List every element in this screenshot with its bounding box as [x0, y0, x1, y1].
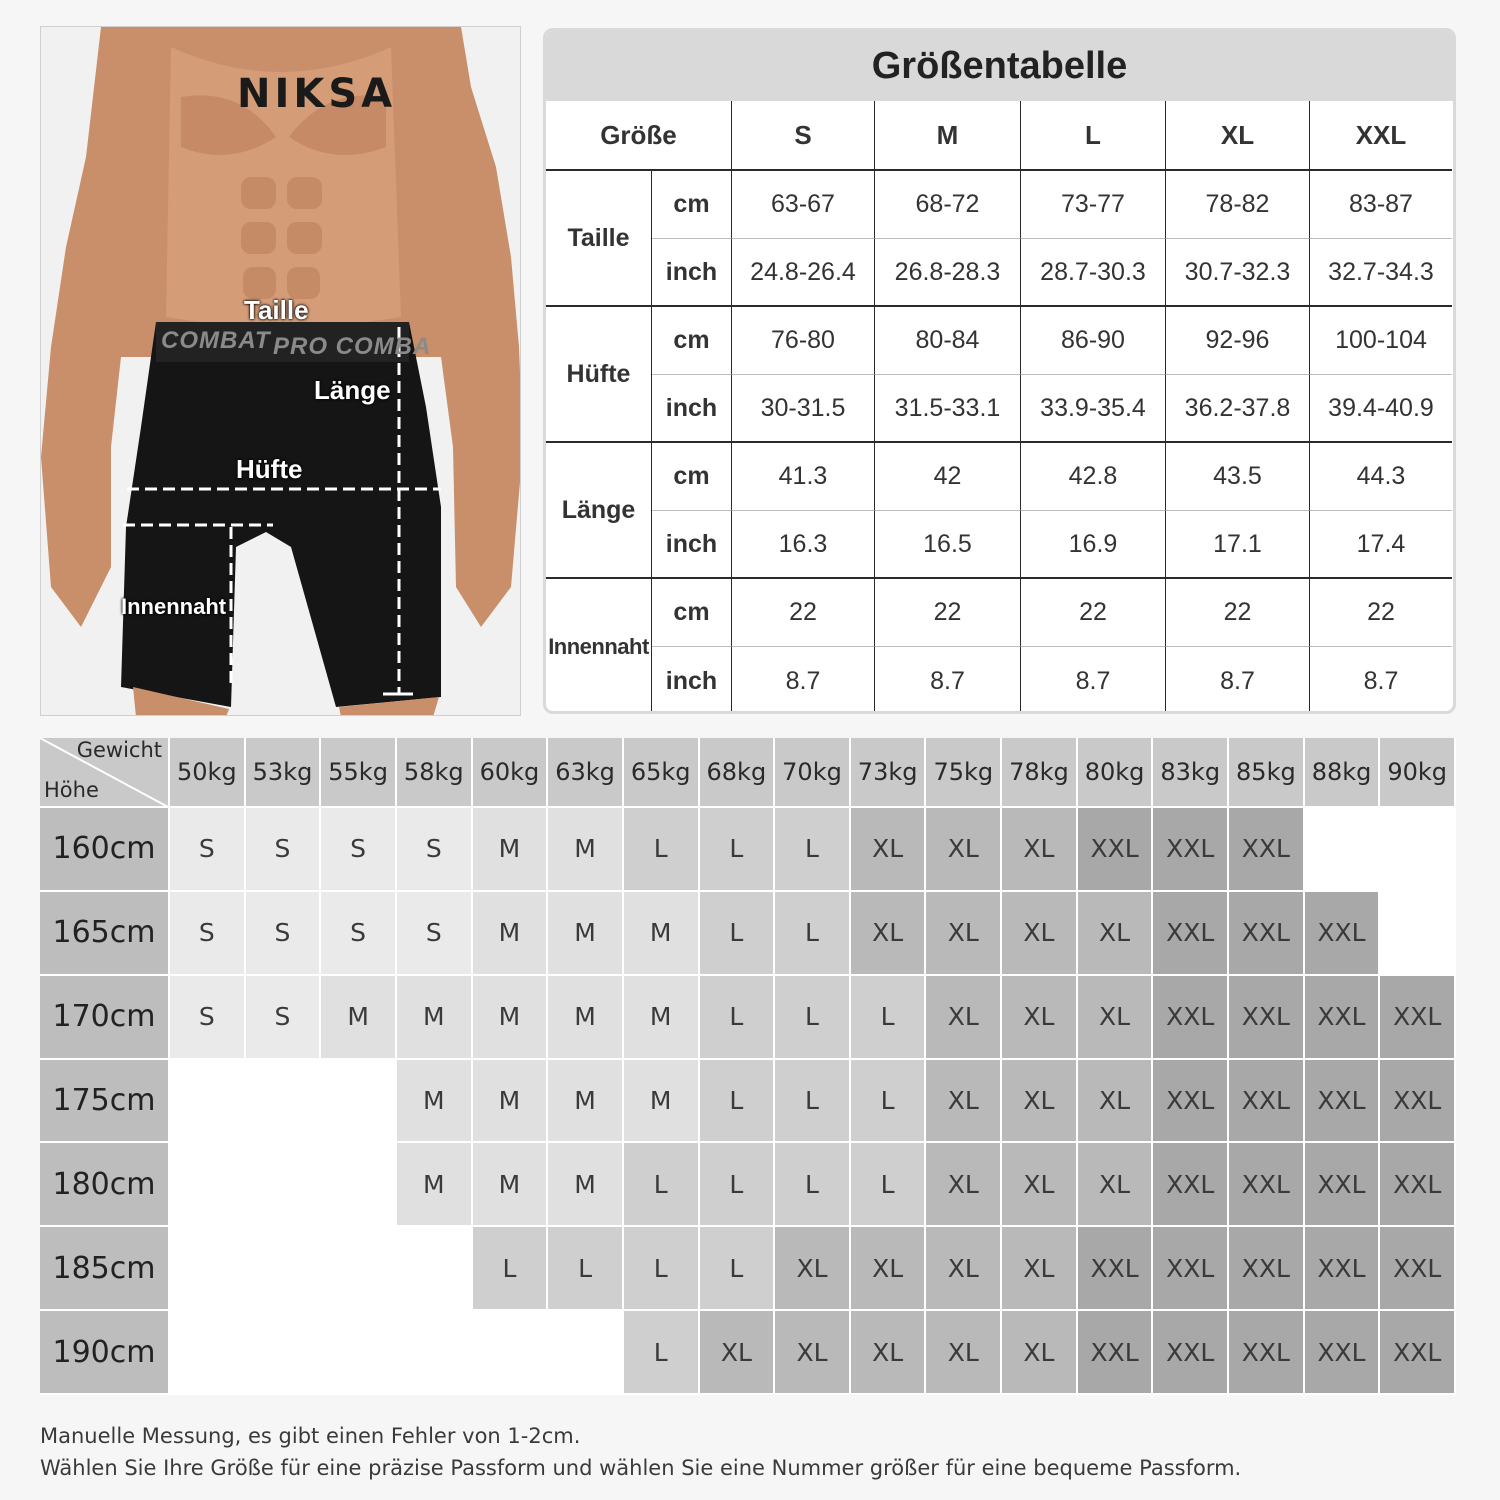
size-recommendation-cell: XXL — [1153, 1143, 1229, 1227]
size-recommendation-cell: M — [624, 892, 700, 976]
size-recommendation-cell: M — [548, 1143, 624, 1227]
group-label-laenge: Länge — [546, 443, 652, 579]
size-header: Größe — [546, 101, 732, 171]
size-recommendation-cell — [246, 1227, 322, 1311]
size-recommendation-cell: L — [700, 808, 776, 892]
size-recommendation-cell: XXL — [1078, 808, 1154, 892]
size-value: 44.3 — [1310, 443, 1452, 511]
size-recommendation-cell: XXL — [1229, 1060, 1305, 1144]
size-recommendation-cell: XXL — [1078, 1311, 1154, 1395]
size-recommendation-cell: XL — [926, 1311, 1002, 1395]
weight-col-header: 53kg — [246, 738, 322, 808]
unit-label: cm — [652, 307, 732, 375]
size-value: 83-87 — [1310, 171, 1452, 239]
size-recommendation-cell: M — [548, 1060, 624, 1144]
size-recommendation-cell: S — [246, 808, 322, 892]
size-recommendation-cell: XXL — [1153, 892, 1229, 976]
size-recommendation-cell: XL — [1002, 808, 1078, 892]
weight-col-header: 68kg — [700, 738, 776, 808]
size-recommendation-cell: XXL — [1380, 976, 1456, 1060]
size-recommendation-cell: L — [624, 808, 700, 892]
weight-col-header: 83kg — [1153, 738, 1229, 808]
size-recommendation-cell: L — [700, 1060, 776, 1144]
size-value: 78-82 — [1166, 171, 1310, 239]
size-col-header: L — [1021, 101, 1166, 171]
size-recommendation-cell: XXL — [1305, 1143, 1381, 1227]
size-recommendation-cell: L — [473, 1227, 549, 1311]
size-recommendation-cell: XXL — [1305, 1227, 1381, 1311]
size-recommendation-cell — [246, 1311, 322, 1395]
size-value: 30.7-32.3 — [1166, 239, 1310, 307]
weight-col-header: 75kg — [926, 738, 1002, 808]
unit-label: inch — [652, 511, 732, 579]
size-value: 16.3 — [732, 511, 875, 579]
size-recommendation-cell: XL — [926, 808, 1002, 892]
size-value: 16.9 — [1021, 511, 1166, 579]
size-recommendation-cell — [321, 1311, 397, 1395]
weight-col-header: 58kg — [397, 738, 473, 808]
size-recommendation-cell: XL — [1078, 892, 1154, 976]
size-recommendation-cell: M — [397, 1143, 473, 1227]
size-recommendation-cell: M — [473, 808, 549, 892]
size-recommendation-cell: S — [170, 808, 246, 892]
size-value: 63-67 — [732, 171, 875, 239]
group-label-taille: Taille — [546, 171, 652, 307]
size-recommendation-cell: L — [624, 1311, 700, 1395]
waistband-text-right: PRO COMBA — [273, 333, 432, 360]
size-recommendation-cell: XXL — [1078, 1227, 1154, 1311]
size-recommendation-cell: L — [851, 976, 927, 1060]
size-recommendation-cell: XXL — [1229, 892, 1305, 976]
weight-col-header: 55kg — [321, 738, 397, 808]
size-value: 42.8 — [1021, 443, 1166, 511]
size-recommendation-cell — [170, 1311, 246, 1395]
corner-height-label: Höhe — [44, 778, 99, 802]
size-recommendation-cell: L — [775, 892, 851, 976]
size-recommendation-cell — [321, 1227, 397, 1311]
size-value: 17.4 — [1310, 511, 1452, 579]
size-value: 41.3 — [732, 443, 875, 511]
label-innennaht: Innennaht — [121, 594, 227, 619]
size-value: 16.5 — [875, 511, 1021, 579]
size-recommendation-cell: L — [775, 1143, 851, 1227]
size-recommendation-cell: XXL — [1380, 1227, 1456, 1311]
height-row-header: 165cm — [40, 892, 170, 976]
size-recommendation-cell: XL — [1078, 976, 1154, 1060]
size-recommendation-cell: XXL — [1305, 976, 1381, 1060]
size-recommendation-cell: XL — [926, 1060, 1002, 1144]
size-recommendation-cell: L — [700, 976, 776, 1060]
size-recommendation-cell — [473, 1311, 549, 1395]
size-recommendation-cell: M — [473, 1060, 549, 1144]
size-recommendation-cell: XL — [1002, 976, 1078, 1060]
size-recommendation-cell: XL — [926, 892, 1002, 976]
size-value: 76-80 — [732, 307, 875, 375]
size-recommendation-cell: XL — [851, 808, 927, 892]
size-recommendation-cell: M — [321, 976, 397, 1060]
size-recommendation-cell: M — [624, 976, 700, 1060]
size-col-header: S — [732, 101, 875, 171]
size-value: 30-31.5 — [732, 375, 875, 443]
size-value: 22 — [875, 579, 1021, 647]
size-recommendation-cell — [246, 1060, 322, 1144]
size-recommendation-cell: XL — [775, 1311, 851, 1395]
size-recommendation-cell — [246, 1143, 322, 1227]
size-chart-grid — [546, 101, 1453, 714]
size-recommendation-cell — [548, 1311, 624, 1395]
size-recommendation-cell: XXL — [1229, 976, 1305, 1060]
size-recommendation-cell: XL — [1078, 1143, 1154, 1227]
note-line-2: Wählen Sie Ihre Größe für eine präzise Passform und wählen Sie eine Nummer größer für eine bequeme Passform. — [40, 1456, 1242, 1480]
size-recommendation-cell: S — [397, 808, 473, 892]
size-value: 24.8-26.4 — [732, 239, 875, 307]
size-value: 36.2-37.8 — [1166, 375, 1310, 443]
size-value: 22 — [1310, 579, 1452, 647]
size-recommendation-cell: XXL — [1153, 1311, 1229, 1395]
size-recommendation-cell: XXL — [1229, 1311, 1305, 1395]
size-recommendation-cell: L — [700, 892, 776, 976]
size-value: 32.7-34.3 — [1310, 239, 1452, 307]
size-recommendation-cell: XL — [926, 976, 1002, 1060]
weight-col-header: 80kg — [1078, 738, 1154, 808]
size-recommendation-cell: XXL — [1153, 976, 1229, 1060]
label-laenge: Länge — [314, 375, 391, 405]
size-value: 80-84 — [875, 307, 1021, 375]
waistband-text-left: COMBAT — [161, 327, 271, 354]
size-recommendation-cell: XL — [1002, 1060, 1078, 1144]
size-recommendation-cell: M — [548, 892, 624, 976]
size-recommendation-cell: XL — [926, 1227, 1002, 1311]
product-photo — [40, 26, 521, 716]
size-recommendation-cell: XL — [851, 1311, 927, 1395]
label-taille: Taille — [244, 295, 309, 325]
size-recommendation-cell: XXL — [1229, 1143, 1305, 1227]
size-recommendation-cell — [321, 1143, 397, 1227]
size-recommendation-cell: S — [170, 976, 246, 1060]
size-recommendation-cell: M — [397, 976, 473, 1060]
size-value: 26.8-28.3 — [875, 239, 1021, 307]
weight-col-header: 73kg — [851, 738, 927, 808]
size-recommendation-cell — [321, 1060, 397, 1144]
size-value: 86-90 — [1021, 307, 1166, 375]
group-label-innennaht: Innennaht — [546, 579, 652, 714]
size-recommendation-cell: XL — [1002, 1143, 1078, 1227]
height-row-header: 170cm — [40, 976, 170, 1060]
size-recommendation-cell: M — [473, 892, 549, 976]
size-value: 8.7 — [732, 647, 875, 714]
size-recommendation-cell: XXL — [1153, 1060, 1229, 1144]
size-recommendation-cell — [170, 1143, 246, 1227]
size-recommendation-cell: XL — [1002, 1227, 1078, 1311]
size-recommendation-cell: XXL — [1229, 1227, 1305, 1311]
size-chart — [543, 28, 1456, 714]
size-value: 43.5 — [1166, 443, 1310, 511]
size-recommendation-cell: M — [473, 976, 549, 1060]
size-recommendation-cell — [1380, 808, 1456, 892]
size-col-header: XL — [1166, 101, 1310, 171]
size-chart-title: Größentabelle — [546, 31, 1453, 101]
size-value: 39.4-40.9 — [1310, 375, 1452, 443]
size-recommendation-cell: XL — [700, 1311, 776, 1395]
model-illustration — [41, 27, 521, 716]
size-value: 28.7-30.3 — [1021, 239, 1166, 307]
weight-col-header: 50kg — [170, 738, 246, 808]
size-value: 31.5-33.1 — [875, 375, 1021, 443]
note-line-1: Manuelle Messung, es gibt einen Fehler von 1-2cm. — [40, 1424, 581, 1448]
size-recommendation-cell: XXL — [1153, 1227, 1229, 1311]
size-value: 92-96 — [1166, 307, 1310, 375]
size-recommendation-cell: S — [246, 976, 322, 1060]
height-row-header: 185cm — [40, 1227, 170, 1311]
unit-label: inch — [652, 375, 732, 443]
height-row-header: 180cm — [40, 1143, 170, 1227]
weight-col-header: 88kg — [1305, 738, 1381, 808]
size-value: 22 — [732, 579, 875, 647]
size-recommendation-cell — [170, 1227, 246, 1311]
size-recommendation-cell: S — [397, 892, 473, 976]
size-recommendation-cell: S — [321, 892, 397, 976]
size-recommendation-cell: XL — [1078, 1060, 1154, 1144]
size-recommendation-cell: XL — [1002, 892, 1078, 976]
size-recommendation-cell: L — [851, 1143, 927, 1227]
unit-label: inch — [652, 647, 732, 714]
weight-col-header: 85kg — [1229, 738, 1305, 808]
weight-col-header: 60kg — [473, 738, 549, 808]
size-recommendation-cell: L — [775, 1060, 851, 1144]
unit-label: cm — [652, 171, 732, 239]
size-recommendation-cell — [1305, 808, 1381, 892]
size-recommendation-cell: S — [321, 808, 397, 892]
size-recommendation-cell: L — [624, 1227, 700, 1311]
size-recommendation-cell: XXL — [1380, 1311, 1456, 1395]
size-value: 17.1 — [1166, 511, 1310, 579]
size-value: 8.7 — [1166, 647, 1310, 714]
unit-label: cm — [652, 579, 732, 647]
size-recommendation-cell: L — [624, 1143, 700, 1227]
size-recommendation-cell: M — [473, 1143, 549, 1227]
size-recommendation-cell: M — [548, 808, 624, 892]
size-recommendation-cell: XXL — [1305, 1311, 1381, 1395]
size-recommendation-cell: L — [700, 1143, 776, 1227]
size-recommendation-cell: XL — [1002, 1311, 1078, 1395]
size-recommendation-cell — [1380, 892, 1456, 976]
weight-col-header: 90kg — [1380, 738, 1456, 808]
size-recommendation-cell: XXL — [1229, 808, 1305, 892]
size-recommendation-cell: XXL — [1380, 1060, 1456, 1144]
size-recommendation-cell: XL — [775, 1227, 851, 1311]
size-value: 100-104 — [1310, 307, 1452, 375]
size-recommendation-cell: L — [700, 1227, 776, 1311]
size-col-header: M — [875, 101, 1021, 171]
size-recommendation-cell: L — [851, 1060, 927, 1144]
size-recommendation-cell: L — [775, 976, 851, 1060]
size-recommendation-cell — [397, 1311, 473, 1395]
size-value: 22 — [1166, 579, 1310, 647]
size-value: 33.9-35.4 — [1021, 375, 1166, 443]
size-recommendation-cell: XL — [926, 1143, 1002, 1227]
size-value: 22 — [1021, 579, 1166, 647]
height-row-header: 175cm — [40, 1060, 170, 1144]
weight-col-header: 63kg — [548, 738, 624, 808]
size-value: 42 — [875, 443, 1021, 511]
size-value: 73-77 — [1021, 171, 1166, 239]
height-row-header: 160cm — [40, 808, 170, 892]
weight-col-header: 65kg — [624, 738, 700, 808]
notes — [40, 1420, 1241, 1484]
size-recommendation-cell: M — [548, 976, 624, 1060]
corner-header — [40, 738, 170, 808]
size-recommendation-cell — [397, 1227, 473, 1311]
size-recommendation-cell: L — [775, 808, 851, 892]
size-recommendation-cell: XXL — [1380, 1143, 1456, 1227]
size-recommendation-cell — [170, 1060, 246, 1144]
height-row-header: 190cm — [40, 1311, 170, 1395]
size-recommendation-cell: XXL — [1153, 808, 1229, 892]
size-recommendation-cell: XXL — [1305, 892, 1381, 976]
brand-logo: NIKSA — [237, 71, 397, 117]
size-recommendation-cell: XL — [851, 892, 927, 976]
size-value: 8.7 — [875, 647, 1021, 714]
size-col-header: XXL — [1310, 101, 1452, 171]
size-value: 8.7 — [1021, 647, 1166, 714]
size-recommendation-cell: XL — [851, 1227, 927, 1311]
size-value: 8.7 — [1363, 666, 1399, 695]
weight-height-chart — [40, 738, 1456, 1395]
size-recommendation-cell: S — [246, 892, 322, 976]
group-label-huefte: Hüfte — [546, 307, 652, 443]
unit-label: cm — [652, 443, 732, 511]
size-recommendation-cell: M — [397, 1060, 473, 1144]
size-recommendation-cell: XXL — [1305, 1060, 1381, 1144]
size-recommendation-cell: L — [548, 1227, 624, 1311]
size-recommendation-cell: M — [624, 1060, 700, 1144]
size-recommendation-cell: S — [170, 892, 246, 976]
corner-weight-label: Gewicht — [76, 738, 162, 762]
size-value: 68-72 — [875, 171, 1021, 239]
label-huefte: Hüfte — [236, 454, 303, 484]
weight-col-header: 70kg — [775, 738, 851, 808]
unit-label: inch — [652, 239, 732, 307]
weight-col-header: 78kg — [1002, 738, 1078, 808]
